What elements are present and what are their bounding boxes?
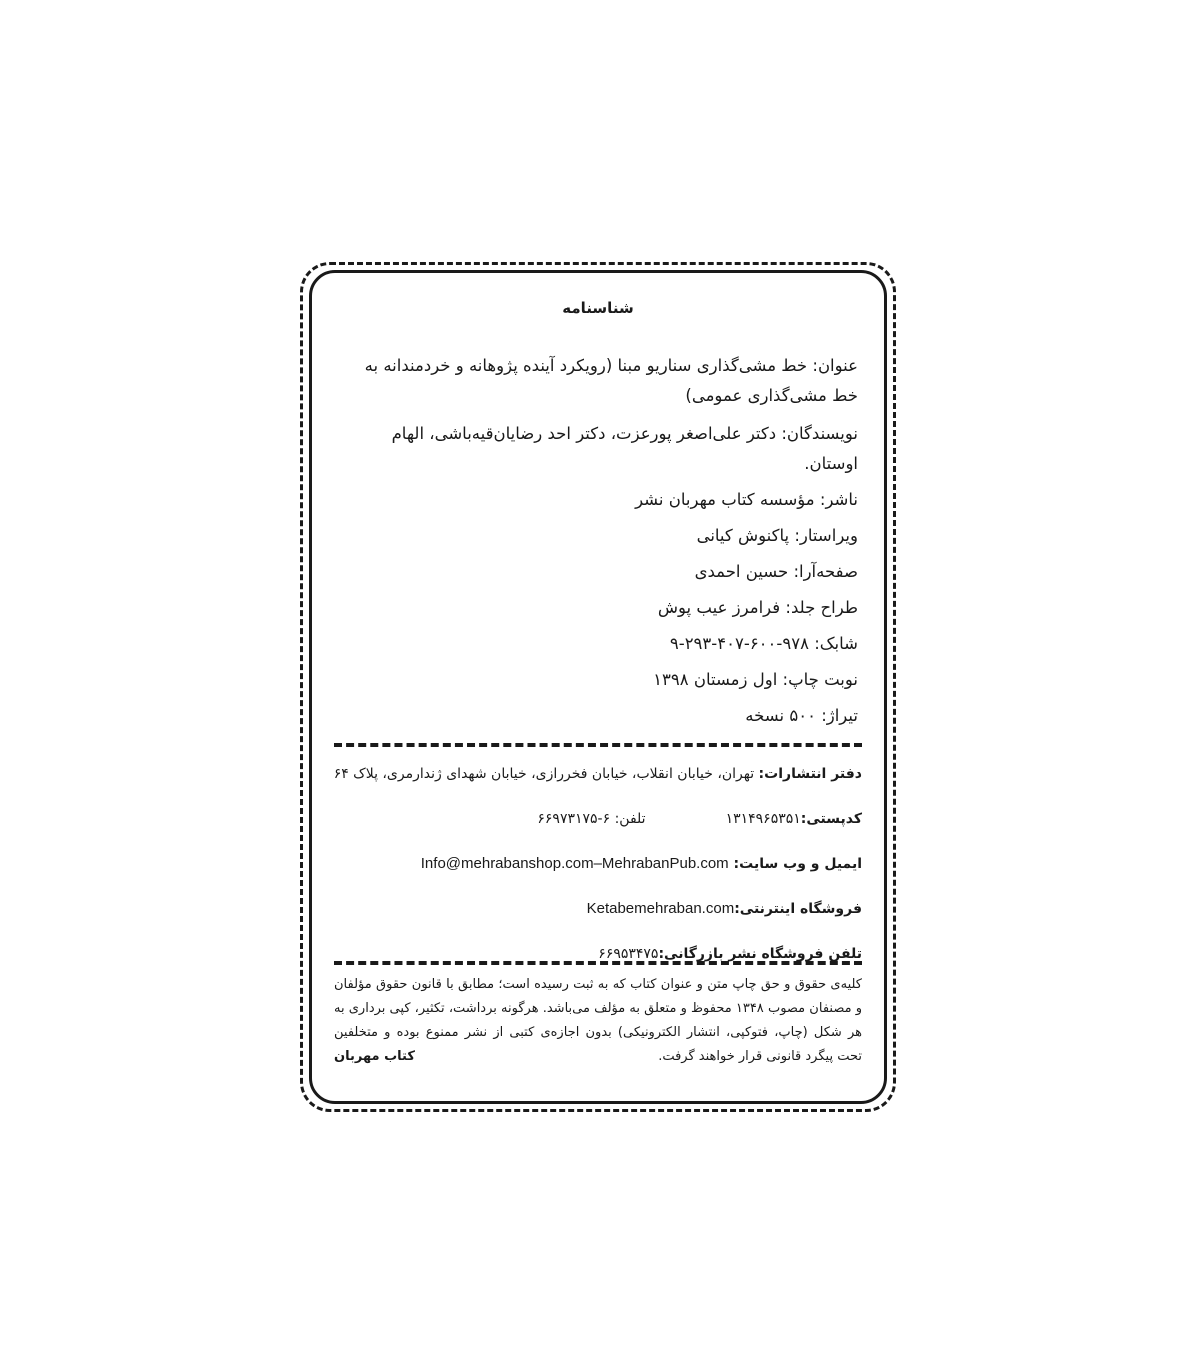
book-isbn: شابک: ۹۷۸-۶۰۰-۴۰۷-۲۹۳-۹ (669, 634, 858, 653)
publisher-contact (334, 763, 862, 988)
postal-label: کدپستی: (800, 811, 862, 827)
page-heading: شناسنامه (562, 299, 634, 317)
trade-phone-number: ۶۶۹۵۳۴۷۵ (598, 946, 659, 962)
office-label: دفتر انتشارات: (758, 766, 862, 782)
book-title: عنوان: خط مشی‌گذاری سناریو مبنا (رویکرد آینده پژوهانه و خردمندانه به خط مشی‌گذاری عمومی) (364, 356, 858, 405)
postal-code: ۱۳۱۴۹۶۵۳۵۱ (725, 811, 801, 827)
email-web-link[interactable]: Info@mehrabanshop.com–MehrabanPub.com (420, 855, 729, 872)
book-layout-designer: صفحه‌آرا: حسین احمدی (694, 562, 858, 581)
book-publisher: ناشر: مؤسسه کتاب مهربان نشر (635, 490, 858, 509)
book-cover-designer: طراح جلد: فرامرز عیب پوش (657, 598, 858, 617)
book-info (338, 351, 858, 737)
copyright-notice (334, 973, 862, 1069)
book-print-edition: نوبت چاپ: اول زمستان ۱۳۹۸ (653, 670, 858, 689)
trade-phone-label: تلفن فروشگاه نشر بازرگانی: (658, 946, 862, 962)
online-shop-line (334, 898, 862, 920)
brand-name: کتاب مهربان (334, 1049, 415, 1064)
copyright-page-box (309, 270, 887, 1104)
dashed-separator (334, 743, 862, 747)
office-address: تهران، خیابان انقلاب، خیابان فخررازی، خیابان شهدای ژندارمری، پلاک ۶۴ (333, 766, 759, 782)
book-editor: ویراستار: پاکنوش کیانی (696, 526, 858, 545)
office-address-line (334, 763, 862, 785)
phone-number: تلفن: ۶-۶۶۹۷۳۱۷۵ (537, 811, 646, 827)
web-label: ایمیل و وب سایت: (728, 856, 862, 872)
postal-phone-line (334, 808, 862, 830)
online-shop-link[interactable]: Ketabemehraban.com (586, 900, 735, 917)
book-circulation: تیراژ: ۵۰۰ نسخه (745, 706, 858, 725)
email-web-line (334, 853, 862, 875)
book-authors: نویسندگان: دکتر علی‌اصغر پورعزت، دکتر احد رضایان‌قیه‌باشی، الهام اوستان. (391, 424, 858, 473)
shop-label: فروشگاه اینترنتی: (734, 901, 862, 917)
copyright-text: کلیه‌ی حقوق و حق چاپ متن و عنوان کتاب که به ثبت رسیده است؛ مطابق با قانون حقوق مؤلفان و مصنفان مصوب ۱۳۴۸ محفوظ و متعلق به مؤلف می‌باشد. هرگونه برداشت، تکثیر، کپی برداری به هر شکل (چاپ، فتوکپی، انتشار الکترونیکی) بدون اجازه‌ی کتبی از نشر ممنوع بوده و متخلفین تحت پیگرد قانونی قرار خواهند گرفت. (334, 977, 862, 1064)
dashed-separator (334, 961, 862, 965)
